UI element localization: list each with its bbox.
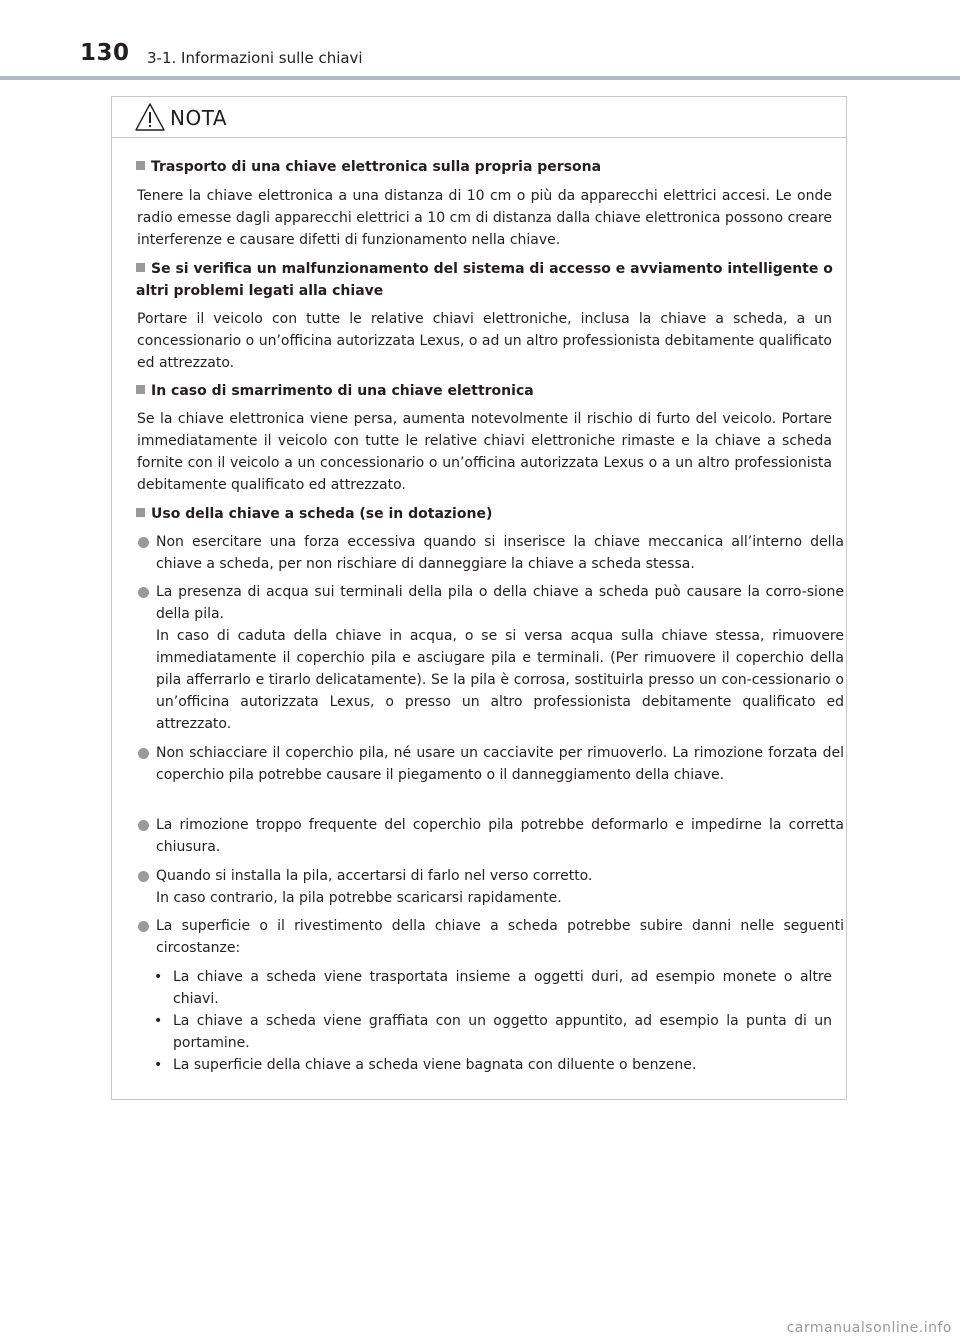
- paragraph: Portare il veicolo con tutte le relative chiavi elettroniche, inclusa la chiave a scheda, a un concessionario o un’officina autorizzata Lexus, o ad un altro professionista debitamente qualificato ed attrezzato.: [137, 311, 832, 371]
- circle-bullet-icon: [138, 748, 149, 759]
- circle-bullet-icon: [138, 921, 149, 932]
- square-bullet-icon: [136, 385, 145, 394]
- item-title: Trasporto di una chiave elettronica sulla propria persona: [136, 156, 844, 178]
- list-item: Quando si installa la pila, accertarsi di farlo nel verso corretto. In caso contrario, la pila potrebbe scaricarsi rapidamente.: [136, 865, 844, 909]
- paragraph: Se la chiave elettronica viene persa, aumenta notevolmente il rischio di furto del veicolo. Portare immediatamente il veicolo con tutte le relative chiavi elettroniche rimaste e la chiave a scheda fornite con il veicolo a un concessionario o un’officina autorizzata Lexus o a un altro professionista debitamente qualificato ed attrezzato.: [137, 411, 832, 493]
- list-item: La presenza di acqua sui terminali della pila o della chiave a scheda può causare la corro-sione della pila. In caso di caduta della chiave in acqua, o se si versa acqua sulla chiave stessa, rimuovere immediatamente il coperchio pila e asciugare pila e terminali. (Per rimuovere il coperchio della pila afferrarlo e tirarlo delicatamente). Se la pila è corrosa, sostituirla presso un con-cessionario o un’officina autorizzata Lexus, o presso un altro professionista debitamente qualificato ed attrezzato.: [136, 581, 844, 735]
- list-item: La rimozione troppo frequente del coperchio pila potrebbe deformarlo e impedirne la corretta chiusura.: [136, 814, 844, 858]
- list-item: Non schiacciare il coperchio pila, né usare un cacciavite per rimuoverlo. La rimozione forzata del coperchio pila potrebbe causare il piegamento o il danneggiamento della chiave.: [136, 742, 844, 786]
- page-number: 130: [80, 40, 130, 66]
- circle-bullet-icon: [138, 587, 149, 598]
- note-box: [111, 96, 847, 1100]
- square-bullet-icon: [136, 161, 145, 170]
- header-rule: [0, 76, 960, 80]
- list-item: La superficie o il rivestimento della chiave a scheda potrebbe subire danni nelle seguenti circostanze:: [136, 915, 844, 959]
- paragraph: Tenere la chiave elettronica a una distanza di 10 cm o più da apparecchi elettrici accesi. Le onde radio emesse dagli apparecchi elettrici a 10 cm di distanza dalla chiave elettronica possono creare interferenze e causare difetti di funzionamento nella chiave.: [137, 188, 832, 248]
- page-header: [0, 0, 960, 80]
- sub-list-item: • La chiave a scheda viene trasportata insieme a oggetti duri, ad esempio monete o altre chiavi.: [154, 966, 832, 1010]
- watermark: carmanualsonline.info: [786, 1320, 952, 1336]
- sub-bullet-marker: •: [154, 969, 163, 985]
- section-title: 3-1. Informazioni sulle chiavi: [147, 49, 363, 67]
- item-title: In caso di smarrimento di una chiave elettronica: [136, 380, 844, 402]
- circle-bullet-icon: [138, 871, 149, 882]
- list-item: Non esercitare una forza eccessiva quando si inserisce la chiave meccanica all’interno della chiave a scheda, per non rischiare di danneggiare la chiave a scheda stessa.: [136, 531, 844, 575]
- sub-bullet-marker: •: [154, 1057, 163, 1073]
- sub-list-item: • La chiave a scheda viene graffiata con un oggetto appuntito, ad esempio la punta di un portamine.: [154, 1010, 832, 1054]
- warning-icon: [134, 102, 166, 132]
- sub-bullet-marker: •: [154, 1013, 163, 1029]
- note-title: NOTA: [170, 106, 228, 130]
- item-title: Se si verifica un malfunzionamento del sistema di accesso e avviamento intelligente o altri problemi legati alla chiave: [136, 261, 833, 299]
- sub-list-item: • La superficie della chiave a scheda viene bagnata con diluente o benzene.: [154, 1054, 832, 1076]
- square-bullet-icon: [136, 263, 145, 272]
- item-title: Uso della chiave a scheda (se in dotazione): [136, 503, 844, 525]
- square-bullet-icon: [136, 508, 145, 517]
- note-header: [112, 97, 846, 138]
- circle-bullet-icon: [138, 537, 149, 548]
- circle-bullet-icon: [138, 820, 149, 831]
